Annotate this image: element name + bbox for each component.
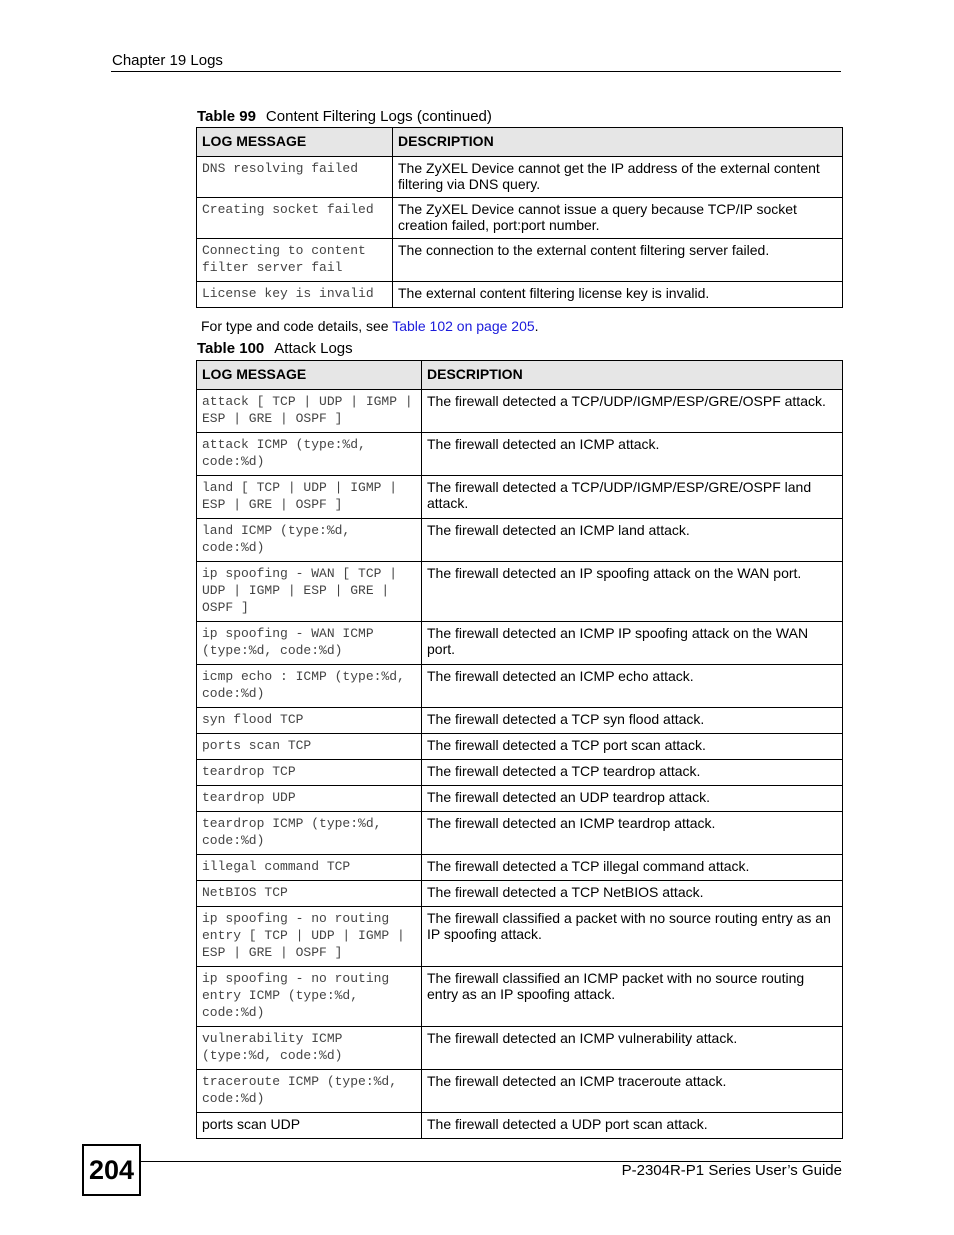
log-message: DNS resolving failed (197, 157, 393, 198)
log-description: The firewall detected an IP spoofing attack on the WAN port. (422, 562, 843, 622)
log-message: teardrop ICMP (type:%d, code:%d) (197, 812, 422, 855)
log-description: The firewall detected a TCP teardrop attack. (422, 760, 843, 786)
log-message: land ICMP (type:%d, code:%d) (197, 519, 422, 562)
table100 (196, 360, 843, 1139)
log-description: The firewall classified an ICMP packet with no source routing entry as an IP spoofing attack. (422, 967, 843, 1027)
type-code-note (201, 318, 539, 334)
log-description: The firewall detected a TCP NetBIOS attack. (422, 881, 843, 907)
log-message: Connecting to content filter server fail (197, 239, 393, 282)
page-number: 204 (82, 1144, 141, 1196)
log-description: The firewall detected an ICMP traceroute attack. (422, 1070, 843, 1113)
log-message: land [ TCP | UDP | IGMP | ESP | GRE | OSPF ] (197, 476, 422, 519)
table-row (197, 476, 843, 519)
header-divider (111, 71, 841, 72)
table100-caption (197, 340, 353, 357)
table-row (197, 562, 843, 622)
log-message: Creating socket failed (197, 198, 393, 239)
table-row (197, 665, 843, 708)
log-message: ip spoofing - WAN [ TCP | UDP | IGMP | ESP | GRE | OSPF ] (197, 562, 422, 622)
log-message: syn flood TCP (197, 708, 422, 734)
log-message: ports scan TCP (197, 734, 422, 760)
table100-header-row (197, 361, 843, 390)
table100-col-description: DESCRIPTION (422, 361, 843, 390)
table100-caption-label: Table 100 (197, 340, 265, 357)
table-row (197, 760, 843, 786)
note-suffix: . (534, 318, 539, 334)
table-row (197, 967, 843, 1027)
note-prefix: For type and code details, see (201, 318, 393, 334)
table-row (197, 734, 843, 760)
table-row (197, 282, 843, 308)
log-message: NetBIOS TCP (197, 881, 422, 907)
log-description: The firewall detected a TCP/UDP/IGMP/ESP/GRE/OSPF land attack. (422, 476, 843, 519)
log-description: The firewall detected a TCP syn flood attack. (422, 708, 843, 734)
log-message: teardrop TCP (197, 760, 422, 786)
table-row (197, 812, 843, 855)
log-message: illegal command TCP (197, 855, 422, 881)
log-description: The external content filtering license key is invalid. (393, 282, 843, 308)
log-description: The firewall detected a TCP illegal command attack. (422, 855, 843, 881)
table100-caption-text: Attack Logs (274, 340, 353, 357)
table99-col-message: LOG MESSAGE (197, 128, 393, 157)
table-row (197, 1070, 843, 1113)
log-description: The firewall classified a packet with no source routing entry as an IP spoofing attack. (422, 907, 843, 967)
table-row (197, 390, 843, 433)
log-description: The firewall detected a UDP port scan attack. (422, 1113, 843, 1139)
log-description: The firewall detected an ICMP IP spoofing attack on the WAN port. (422, 622, 843, 665)
log-description: The firewall detected an ICMP vulnerability attack. (422, 1027, 843, 1070)
table-row (197, 157, 843, 198)
log-message: vulnerability ICMP (type:%d, code:%d) (197, 1027, 422, 1070)
table100-col-message: LOG MESSAGE (197, 361, 422, 390)
table-row (197, 855, 843, 881)
log-message: attack ICMP (type:%d, code:%d) (197, 433, 422, 476)
log-message: ip spoofing - no routing entry ICMP (type:%d, code:%d) (197, 967, 422, 1027)
table-row (197, 1027, 843, 1070)
table-row (197, 622, 843, 665)
table-row (197, 519, 843, 562)
guide-title: P-2304R-P1 Series User’s Guide (621, 1162, 842, 1179)
table-row (197, 786, 843, 812)
table-row (197, 198, 843, 239)
log-description: The ZyXEL Device cannot issue a query because TCP/IP socket creation failed, port:port number. (393, 198, 843, 239)
table99-header-row (197, 128, 843, 157)
log-description: The ZyXEL Device cannot get the IP address of the external content filtering via DNS query. (393, 157, 843, 198)
table99-caption (197, 108, 492, 125)
table-row (197, 1113, 843, 1139)
table-row (197, 433, 843, 476)
log-description: The firewall detected a TCP/UDP/IGMP/ESP/GRE/OSPF attack. (422, 390, 843, 433)
log-description: The connection to the external content filtering server failed. (393, 239, 843, 282)
log-description: The firewall detected an ICMP land attack. (422, 519, 843, 562)
table-row (197, 907, 843, 967)
table99-caption-label: Table 99 (197, 108, 256, 125)
log-description: The firewall detected an UDP teardrop attack. (422, 786, 843, 812)
table-row (197, 881, 843, 907)
log-message: teardrop UDP (197, 786, 422, 812)
table-row (197, 239, 843, 282)
log-description: The firewall detected an ICMP echo attack. (422, 665, 843, 708)
log-description: The firewall detected a TCP port scan attack. (422, 734, 843, 760)
chapter-header: Chapter 19 Logs (112, 52, 223, 69)
log-description: The firewall detected an ICMP teardrop attack. (422, 812, 843, 855)
log-message: icmp echo : ICMP (type:%d, code:%d) (197, 665, 422, 708)
table99-col-description: DESCRIPTION (393, 128, 843, 157)
table99 (196, 127, 843, 308)
log-message: ip spoofing - no routing entry [ TCP | UDP | IGMP | ESP | GRE | OSPF ] (197, 907, 422, 967)
log-message: ip spoofing - WAN ICMP (type:%d, code:%d) (197, 622, 422, 665)
table102-link[interactable]: Table 102 on page 205 (392, 318, 535, 334)
log-message: attack [ TCP | UDP | IGMP | ESP | GRE | OSPF ] (197, 390, 422, 433)
log-description: The firewall detected an ICMP attack. (422, 433, 843, 476)
log-message: License key is invalid (197, 282, 393, 308)
table99-caption-text: Content Filtering Logs (continued) (265, 108, 492, 125)
log-message: traceroute ICMP (type:%d, code:%d) (197, 1070, 422, 1113)
log-message: ports scan UDP (197, 1113, 422, 1139)
table-row (197, 708, 843, 734)
